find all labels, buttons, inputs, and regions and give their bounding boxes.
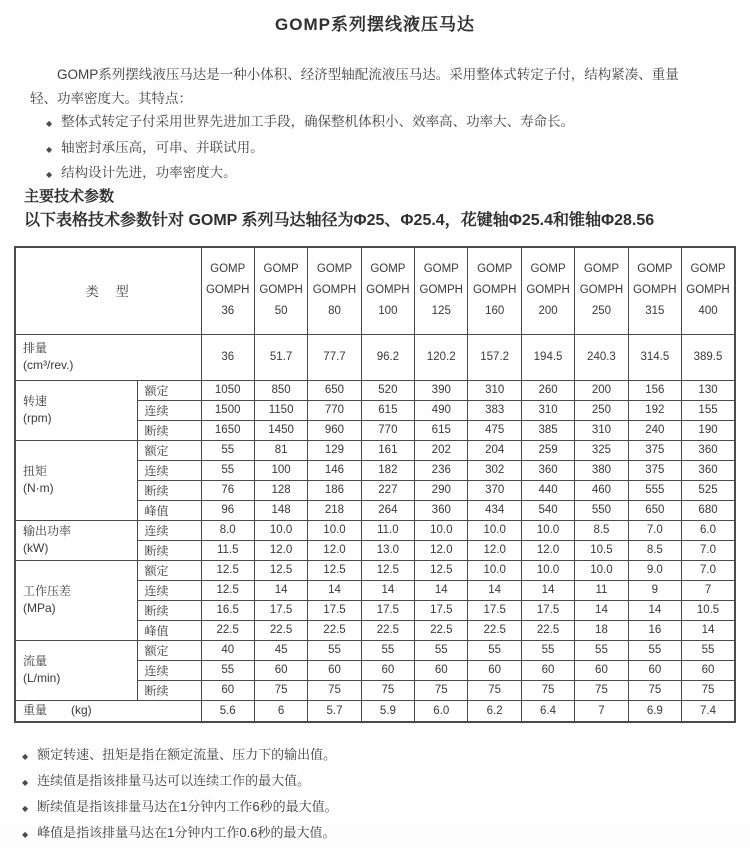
rating-type-flow: 额定 xyxy=(137,640,201,660)
table-row-weight xyxy=(15,700,735,722)
intro-paragraph: GOMP系列摆线液压马达是一种小体积、经济型轴配流液压马达。采用整体式转定子付，结构紧凑、重量轻、功率密度大。其特点： xyxy=(30,67,679,106)
rating-type-torque: 峰值 xyxy=(137,500,201,520)
value-cell-torque: 55 xyxy=(201,460,254,480)
value-cell-torque: 128 xyxy=(254,480,307,500)
value-cell-flow: 55 xyxy=(628,640,681,660)
value-cell-speed: 1450 xyxy=(254,420,307,440)
value-cell-flow: 60 xyxy=(628,660,681,680)
column-header-gomp-100: GOMP GOMPH 100 xyxy=(361,247,414,334)
value-cell-flow: 55 xyxy=(415,640,468,660)
value-cell-torque: 360 xyxy=(682,460,735,480)
value-cell-working-pressure: 12.5 xyxy=(201,560,254,580)
value-cell-output-power: 12.0 xyxy=(415,540,468,560)
rating-type-working-pressure: 额定 xyxy=(137,560,201,580)
value-cell-working-pressure: 12.5 xyxy=(201,580,254,600)
value-cell-output-power: 10.0 xyxy=(308,520,361,540)
value-cell-speed: 1050 xyxy=(201,380,254,400)
value-cell-torque: 360 xyxy=(682,440,735,460)
value-cell-speed: 1150 xyxy=(254,400,307,420)
value-cell-output-power: 8.0 xyxy=(201,520,254,540)
footnote-text: 断续值是指该排量马达在1分钟内工作6秒的最大值。 xyxy=(37,799,338,814)
value-cell-speed: 475 xyxy=(468,420,521,440)
footnote-item xyxy=(22,796,338,815)
value-cell-speed: 615 xyxy=(415,420,468,440)
value-cell-torque: 375 xyxy=(628,460,681,480)
value-cell-flow: 55 xyxy=(682,640,735,660)
value-cell-working-pressure: 17.5 xyxy=(254,600,307,620)
row-label-weight: 重量 (kg) xyxy=(15,700,201,722)
row-label-speed: 转速 (rpm) xyxy=(15,380,137,440)
value-cell-working-pressure: 22.5 xyxy=(415,620,468,640)
value-cell-speed: 130 xyxy=(682,380,735,400)
value-cell-speed: 960 xyxy=(308,420,361,440)
table-row-displacement xyxy=(15,334,735,380)
value-cell-flow: 75 xyxy=(521,680,574,700)
value-cell-speed: 310 xyxy=(521,400,574,420)
value-cell-torque: 650 xyxy=(628,500,681,520)
value-cell-torque: 434 xyxy=(468,500,521,520)
value-cell-flow: 60 xyxy=(201,680,254,700)
column-header-type: 类 型 xyxy=(15,247,201,334)
rating-type-working-pressure: 连续 xyxy=(137,580,201,600)
value-cell-torque: 204 xyxy=(468,440,521,460)
feature-item xyxy=(46,110,574,136)
value-cell-flow: 75 xyxy=(468,680,521,700)
value-cell-torque: 100 xyxy=(254,460,307,480)
column-header-gomp-50: GOMP GOMPH 50 xyxy=(254,247,307,334)
value-cell-weight: 6.4 xyxy=(521,700,574,722)
value-cell-flow: 60 xyxy=(575,660,628,680)
value-cell-working-pressure: 10.5 xyxy=(682,600,735,620)
value-cell-weight: 6.2 xyxy=(468,700,521,722)
value-cell-output-power: 13.0 xyxy=(361,540,414,560)
rating-type-working-pressure: 峰值 xyxy=(137,620,201,640)
value-cell-working-pressure: 9 xyxy=(628,580,681,600)
value-cell-displacement: 36 xyxy=(201,334,254,380)
rating-type-flow: 连续 xyxy=(137,660,201,680)
value-cell-speed: 200 xyxy=(575,380,628,400)
value-cell-working-pressure: 22.5 xyxy=(254,620,307,640)
value-cell-flow: 55 xyxy=(521,640,574,660)
value-cell-working-pressure: 18 xyxy=(575,620,628,640)
table-row-flow-0 xyxy=(15,640,735,660)
value-cell-weight: 6 xyxy=(254,700,307,722)
column-header-gomp-80: GOMP GOMPH 80 xyxy=(308,247,361,334)
value-cell-output-power: 10.5 xyxy=(575,540,628,560)
rating-type-torque: 断续 xyxy=(137,480,201,500)
rating-type-working-pressure: 断续 xyxy=(137,600,201,620)
value-cell-working-pressure: 12.5 xyxy=(415,560,468,580)
value-cell-working-pressure: 17.5 xyxy=(361,600,414,620)
value-cell-weight: 5.9 xyxy=(361,700,414,722)
value-cell-flow: 75 xyxy=(361,680,414,700)
value-cell-working-pressure: 7.0 xyxy=(682,560,735,580)
value-cell-working-pressure: 14 xyxy=(254,580,307,600)
value-cell-torque: 290 xyxy=(415,480,468,500)
section-heading: 主要技术参数 xyxy=(24,188,115,205)
footnote-item xyxy=(22,744,338,763)
value-cell-output-power: 11.0 xyxy=(361,520,414,540)
value-cell-torque: 555 xyxy=(628,480,681,500)
value-cell-flow: 55 xyxy=(308,640,361,660)
row-label-flow: 流量 (L/min) xyxy=(15,640,137,700)
value-cell-working-pressure: 16.5 xyxy=(201,600,254,620)
value-cell-torque: 325 xyxy=(575,440,628,460)
value-cell-output-power: 7.0 xyxy=(682,540,735,560)
value-cell-working-pressure: 22.5 xyxy=(201,620,254,640)
value-cell-working-pressure: 7 xyxy=(682,580,735,600)
row-label-working-pressure: 工作压差 (MPa) xyxy=(15,560,137,640)
value-cell-weight: 6.9 xyxy=(628,700,681,722)
table-row-torque-0 xyxy=(15,440,735,460)
value-cell-working-pressure: 10.0 xyxy=(521,560,574,580)
spec-table-body xyxy=(15,334,735,722)
feature-text: 结构设计先进，功率密度大。 xyxy=(61,165,237,180)
value-cell-displacement: 314.5 xyxy=(628,334,681,380)
value-cell-speed: 850 xyxy=(254,380,307,400)
value-cell-torque: 460 xyxy=(575,480,628,500)
value-cell-displacement: 51.7 xyxy=(254,334,307,380)
value-cell-output-power: 10.0 xyxy=(468,520,521,540)
value-cell-working-pressure: 10.0 xyxy=(468,560,521,580)
value-cell-displacement: 240.3 xyxy=(575,334,628,380)
value-cell-torque: 236 xyxy=(415,460,468,480)
column-header-gomp-160: GOMP GOMPH 160 xyxy=(468,247,521,334)
value-cell-torque: 129 xyxy=(308,440,361,460)
value-cell-flow: 60 xyxy=(468,660,521,680)
footnote-item xyxy=(22,822,338,841)
value-cell-flow: 55 xyxy=(201,660,254,680)
value-cell-weight: 6.0 xyxy=(415,700,468,722)
value-cell-displacement: 77.7 xyxy=(308,334,361,380)
value-cell-working-pressure: 17.5 xyxy=(521,600,574,620)
value-cell-torque: 202 xyxy=(415,440,468,460)
value-cell-torque: 182 xyxy=(361,460,414,480)
value-cell-output-power: 11.5 xyxy=(201,540,254,560)
value-cell-working-pressure: 14 xyxy=(682,620,735,640)
value-cell-flow: 75 xyxy=(308,680,361,700)
value-cell-flow: 75 xyxy=(575,680,628,700)
value-cell-flow: 55 xyxy=(361,640,414,660)
value-cell-working-pressure: 14 xyxy=(468,580,521,600)
value-cell-output-power: 6.0 xyxy=(682,520,735,540)
value-cell-working-pressure: 14 xyxy=(361,580,414,600)
value-cell-working-pressure: 14 xyxy=(308,580,361,600)
value-cell-flow: 60 xyxy=(521,660,574,680)
column-header-gomp-315: GOMP GOMPH 315 xyxy=(628,247,681,334)
value-cell-torque: 360 xyxy=(521,460,574,480)
value-cell-displacement: 157.2 xyxy=(468,334,521,380)
value-cell-torque: 218 xyxy=(308,500,361,520)
value-cell-weight: 7 xyxy=(575,700,628,722)
value-cell-working-pressure: 22.5 xyxy=(308,620,361,640)
value-cell-working-pressure: 17.5 xyxy=(468,600,521,620)
row-label-displacement: 排量 (cm³/rev.) xyxy=(15,334,201,380)
value-cell-torque: 540 xyxy=(521,500,574,520)
value-cell-speed: 190 xyxy=(682,420,735,440)
bullet-icon: ◆ xyxy=(22,830,29,839)
value-cell-displacement: 96.2 xyxy=(361,334,414,380)
value-cell-working-pressure: 11 xyxy=(575,580,628,600)
value-cell-working-pressure: 14 xyxy=(575,600,628,620)
value-cell-flow: 45 xyxy=(254,640,307,660)
value-cell-torque: 360 xyxy=(415,500,468,520)
value-cell-torque: 264 xyxy=(361,500,414,520)
value-cell-working-pressure: 12.5 xyxy=(254,560,307,580)
value-cell-speed: 310 xyxy=(575,420,628,440)
value-cell-output-power: 10.0 xyxy=(521,520,574,540)
rating-type-speed: 断续 xyxy=(137,420,201,440)
value-cell-speed: 770 xyxy=(361,420,414,440)
value-cell-speed: 155 xyxy=(682,400,735,420)
value-cell-torque: 161 xyxy=(361,440,414,460)
value-cell-torque: 550 xyxy=(575,500,628,520)
value-cell-output-power: 7.0 xyxy=(628,520,681,540)
bullet-icon: ◆ xyxy=(46,119,53,128)
value-cell-displacement: 120.2 xyxy=(415,334,468,380)
value-cell-flow: 75 xyxy=(254,680,307,700)
footnote-text: 额定转速、扭矩是指在额定流量、压力下的输出值。 xyxy=(37,747,337,762)
row-label-output-power: 输出功率 (kW) xyxy=(15,520,137,560)
value-cell-torque: 148 xyxy=(254,500,307,520)
table-header-row xyxy=(15,247,735,334)
value-cell-torque: 680 xyxy=(682,500,735,520)
value-cell-working-pressure: 14 xyxy=(628,600,681,620)
bullet-icon: ◆ xyxy=(46,144,53,154)
value-cell-speed: 650 xyxy=(308,380,361,400)
value-cell-weight: 5.6 xyxy=(201,700,254,722)
value-cell-working-pressure: 14 xyxy=(521,580,574,600)
value-cell-torque: 186 xyxy=(308,480,361,500)
rating-type-flow: 断续 xyxy=(137,680,201,700)
value-cell-working-pressure: 12.5 xyxy=(308,560,361,580)
value-cell-speed: 770 xyxy=(308,400,361,420)
table-row-output-power-0 xyxy=(15,520,735,540)
value-cell-flow: 40 xyxy=(201,640,254,660)
value-cell-torque: 380 xyxy=(575,460,628,480)
value-cell-flow: 60 xyxy=(308,660,361,680)
value-cell-flow: 60 xyxy=(361,660,414,680)
value-cell-torque: 227 xyxy=(361,480,414,500)
value-cell-torque: 525 xyxy=(682,480,735,500)
footnote-item xyxy=(22,770,338,789)
value-cell-working-pressure: 22.5 xyxy=(521,620,574,640)
bullet-icon: ◆ xyxy=(22,752,29,761)
rating-type-speed: 额定 xyxy=(137,380,201,400)
value-cell-torque: 302 xyxy=(468,460,521,480)
value-cell-output-power: 12.0 xyxy=(254,540,307,560)
table-row-working-pressure-0 xyxy=(15,560,735,580)
value-cell-output-power: 10.0 xyxy=(254,520,307,540)
feature-text: 整体式转定子付采用世界先进加工手段，确保整机体积小、效率高、功率大、寿命长。 xyxy=(61,114,575,129)
rating-type-torque: 连续 xyxy=(137,460,201,480)
rating-type-torque: 额定 xyxy=(137,440,201,460)
value-cell-speed: 383 xyxy=(468,400,521,420)
value-cell-torque: 96 xyxy=(201,500,254,520)
column-header-gomp-36: GOMP GOMPH 36 xyxy=(201,247,254,334)
value-cell-speed: 490 xyxy=(415,400,468,420)
value-cell-speed: 250 xyxy=(575,400,628,420)
value-cell-output-power: 8.5 xyxy=(628,540,681,560)
value-cell-flow: 60 xyxy=(254,660,307,680)
value-cell-output-power: 8.5 xyxy=(575,520,628,540)
column-header-gomp-125: GOMP GOMPH 125 xyxy=(415,247,468,334)
spec-table xyxy=(14,246,736,723)
value-cell-flow: 55 xyxy=(468,640,521,660)
value-cell-speed: 260 xyxy=(521,380,574,400)
feature-item xyxy=(46,136,574,162)
value-cell-flow: 75 xyxy=(682,680,735,700)
rating-type-output-power: 断续 xyxy=(137,540,201,560)
value-cell-speed: 310 xyxy=(468,380,521,400)
value-cell-weight: 7.4 xyxy=(682,700,735,722)
value-cell-working-pressure: 22.5 xyxy=(361,620,414,640)
value-cell-flow: 60 xyxy=(415,660,468,680)
value-cell-working-pressure: 17.5 xyxy=(415,600,468,620)
value-cell-torque: 76 xyxy=(201,480,254,500)
footnote-text: 连续值是指该排量马达可以连续工作的最大值。 xyxy=(37,773,311,788)
feature-text: 轴密封承压高，可串、并联试用。 xyxy=(61,139,264,155)
value-cell-speed: 240 xyxy=(628,420,681,440)
value-cell-working-pressure: 16 xyxy=(628,620,681,640)
value-cell-flow: 75 xyxy=(415,680,468,700)
row-label-torque: 扭矩 (N·m) xyxy=(15,440,137,520)
value-cell-torque: 55 xyxy=(201,440,254,460)
rating-type-speed: 连续 xyxy=(137,400,201,420)
value-cell-weight: 5.7 xyxy=(308,700,361,722)
value-cell-output-power: 12.0 xyxy=(308,540,361,560)
value-cell-torque: 146 xyxy=(308,460,361,480)
value-cell-output-power: 12.0 xyxy=(521,540,574,560)
rating-type-output-power: 连续 xyxy=(137,520,201,540)
value-cell-speed: 615 xyxy=(361,400,414,420)
value-cell-speed: 1650 xyxy=(201,420,254,440)
column-header-gomp-250: GOMP GOMPH 250 xyxy=(575,247,628,334)
value-cell-working-pressure: 9.0 xyxy=(628,560,681,580)
feature-item xyxy=(46,161,574,187)
value-cell-speed: 385 xyxy=(521,420,574,440)
footnote-list xyxy=(22,744,338,848)
value-cell-working-pressure: 12.5 xyxy=(361,560,414,580)
bullet-icon: ◆ xyxy=(22,804,29,813)
table-row-speed-0 xyxy=(15,380,735,400)
bullet-icon: ◆ xyxy=(46,170,53,179)
value-cell-working-pressure: 17.5 xyxy=(308,600,361,620)
feature-list xyxy=(46,110,574,187)
table-caption: 以下表格技术参数针对 GOMP 系列马达轴径为Φ25、Φ25.4，花键轴Φ25.4和锥轴Φ28.56 xyxy=(24,212,655,229)
value-cell-torque: 370 xyxy=(468,480,521,500)
value-cell-torque: 259 xyxy=(521,440,574,460)
value-cell-flow: 75 xyxy=(628,680,681,700)
value-cell-speed: 156 xyxy=(628,380,681,400)
value-cell-torque: 440 xyxy=(521,480,574,500)
value-cell-output-power: 10.0 xyxy=(415,520,468,540)
value-cell-speed: 1500 xyxy=(201,400,254,420)
column-header-gomp-400: GOMP GOMPH 400 xyxy=(682,247,735,334)
value-cell-displacement: 194.5 xyxy=(521,334,574,380)
value-cell-torque: 375 xyxy=(628,440,681,460)
footnote-text: 峰值是指该排量马达在1分钟内工作0.6秒的最大值。 xyxy=(37,825,336,840)
value-cell-flow: 60 xyxy=(682,660,735,680)
value-cell-speed: 520 xyxy=(361,380,414,400)
value-cell-working-pressure: 10.0 xyxy=(575,560,628,580)
page-title: GOMP系列摆线液压马达 xyxy=(275,15,475,34)
value-cell-working-pressure: 14 xyxy=(415,580,468,600)
value-cell-flow: 55 xyxy=(575,640,628,660)
value-cell-displacement: 389.5 xyxy=(682,334,735,380)
value-cell-output-power: 12.0 xyxy=(468,540,521,560)
column-header-gomp-200: GOMP GOMPH 200 xyxy=(521,247,574,334)
bullet-icon: ◆ xyxy=(22,778,29,787)
value-cell-working-pressure: 22.5 xyxy=(468,620,521,640)
value-cell-speed: 192 xyxy=(628,400,681,420)
value-cell-speed: 390 xyxy=(415,380,468,400)
value-cell-torque: 81 xyxy=(254,440,307,460)
